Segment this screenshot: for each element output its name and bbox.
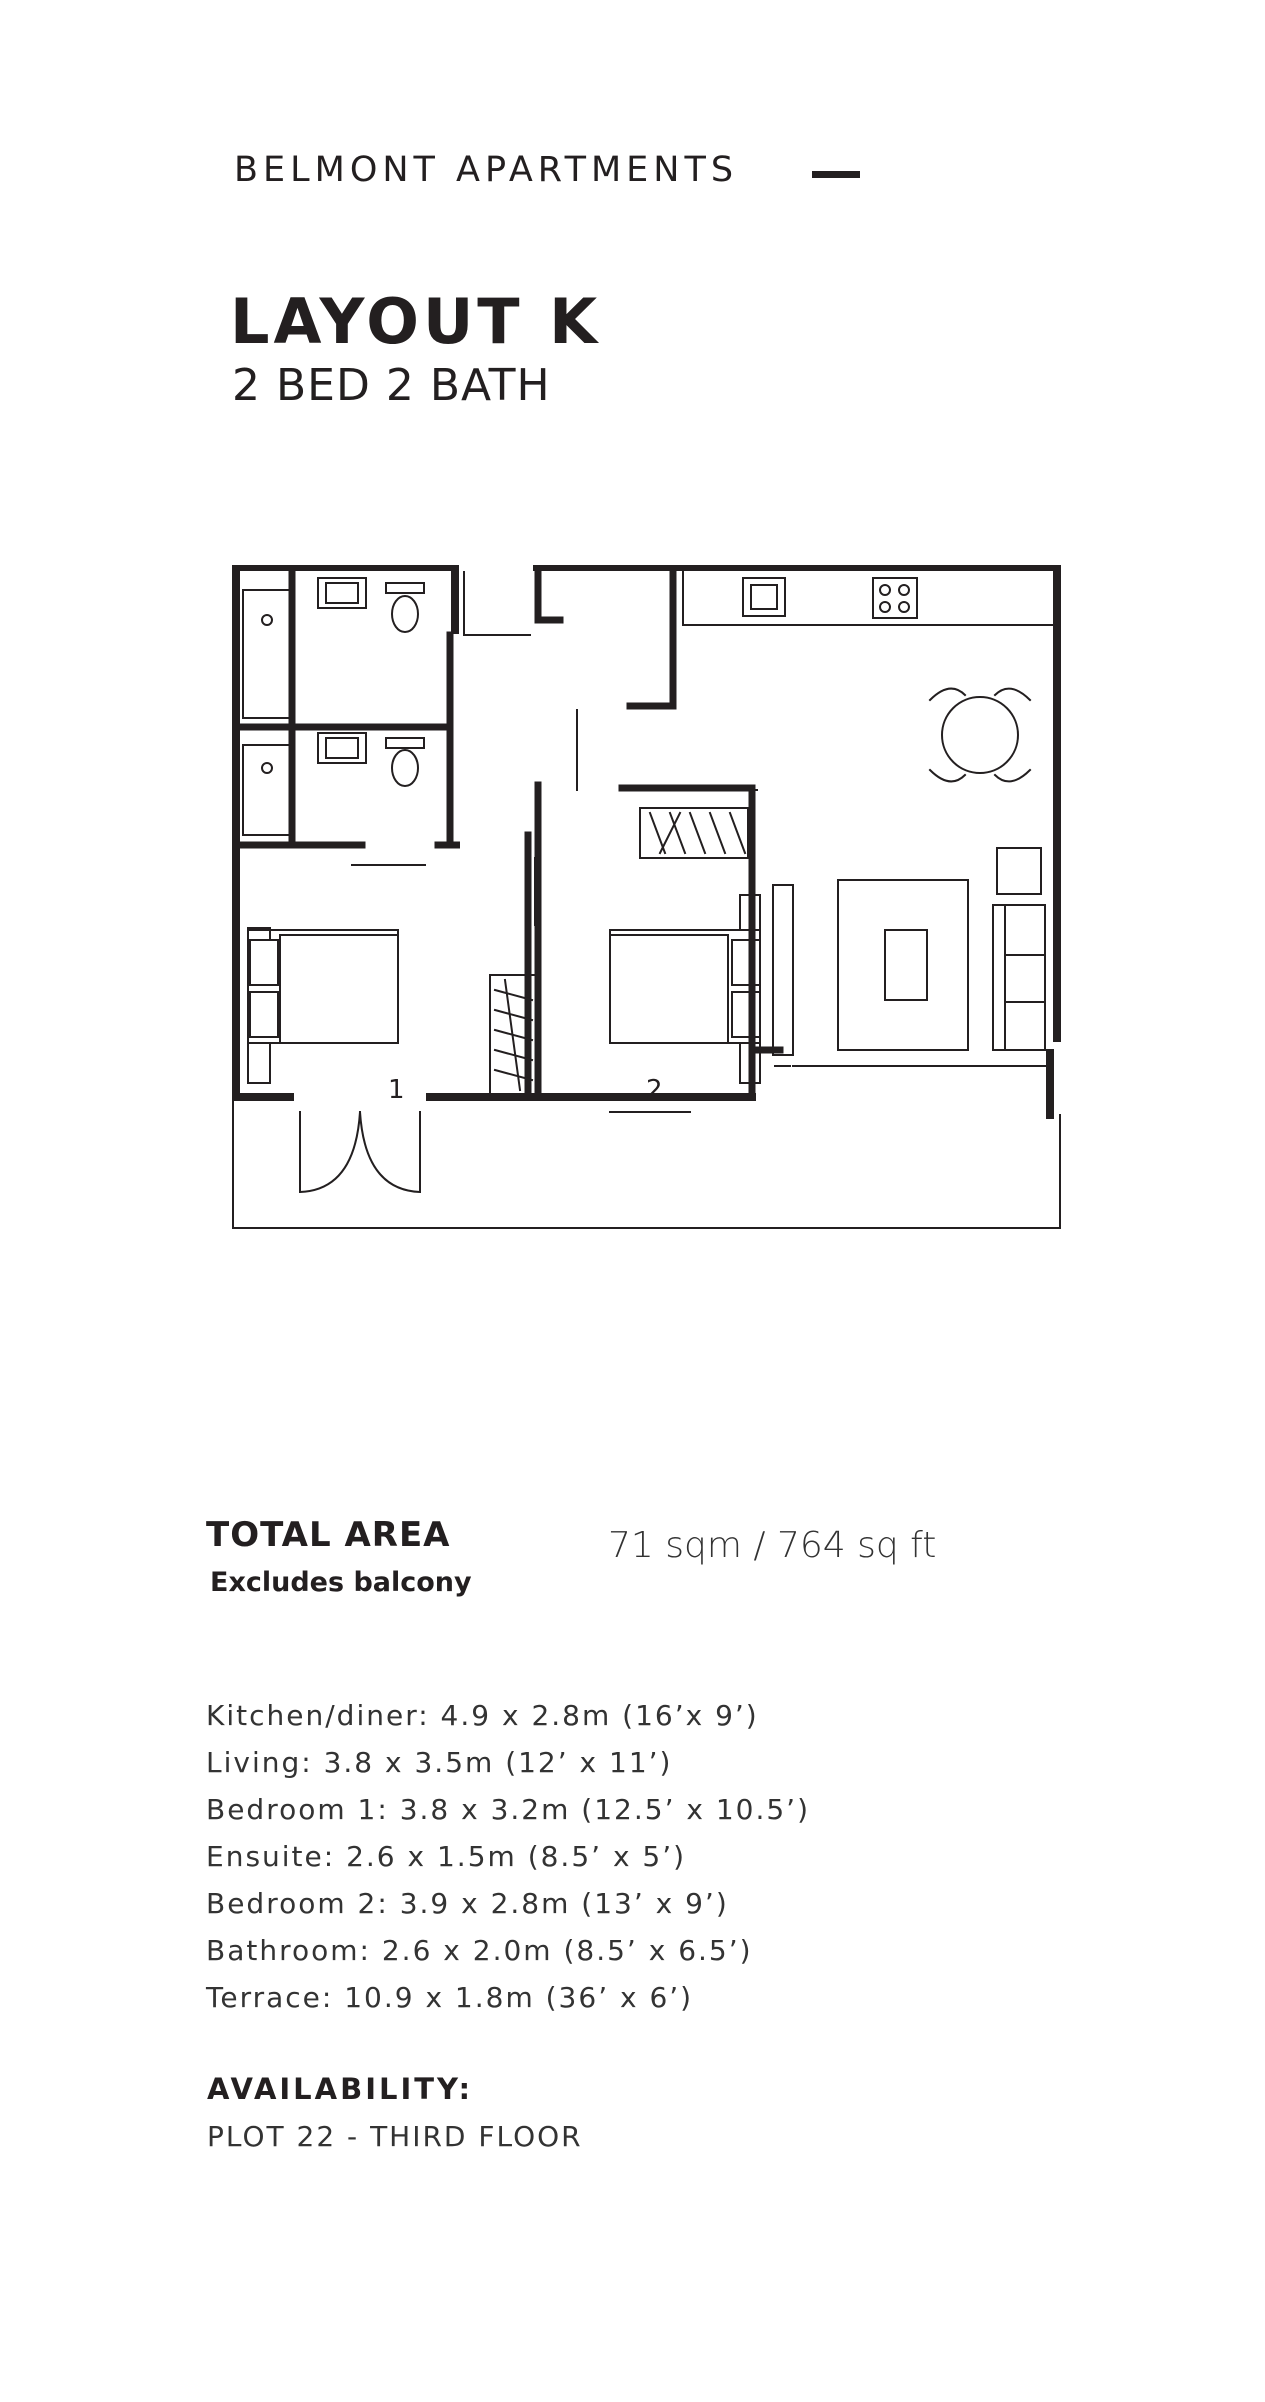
interior-walls	[236, 567, 780, 1097]
total-area-note: Excludes balcony	[210, 1567, 472, 1598]
room-dimension-item: Ensuite: 2.6 x 1.5m (8.5’ x 5’)	[206, 1840, 687, 1873]
room-dimension-item: Terrace: 10.9 x 1.8m (36’ x 6’)	[206, 1981, 694, 2014]
room-dimension-item: Kitchen/diner: 4.9 x 2.8m (16’x 9’)	[206, 1699, 759, 1732]
room-dimension-item: Living: 3.8 x 3.5m (12’ x 11’)	[206, 1746, 673, 1779]
terrace-outline	[233, 1097, 1060, 1228]
brand-dash-divider	[812, 171, 860, 178]
room-dimension-item: Bathroom: 2.6 x 2.0m (8.5’ x 6.5’)	[206, 1934, 753, 1967]
layout-subtitle: 2 BED 2 BATH	[232, 360, 551, 411]
total-area-label: TOTAL AREA	[206, 1515, 451, 1555]
layout-title: LAYOUT K	[230, 285, 602, 358]
availability-label: AVAILABILITY:	[207, 2072, 474, 2106]
outer-walls	[236, 567, 1057, 1115]
brand-name: BELMONT APARTMENTS	[234, 150, 739, 190]
room-dimensions-list	[206, 1692, 810, 2021]
floor-plan	[228, 565, 1078, 1255]
room-label-bedroom-1: 1	[388, 1075, 405, 1105]
room-dimension-item: Bedroom 1: 3.8 x 3.2m (12.5’ x 10.5’)	[206, 1793, 811, 1826]
room-label-bedroom-2: 2	[646, 1075, 663, 1105]
availability-value: PLOT 22 - THIRD FLOOR	[207, 2120, 583, 2153]
total-area-value: 71 sqm / 764 sq ft	[608, 1525, 937, 1566]
room-dimension-item: Bedroom 2: 3.9 x 2.8m (13’ x 9’)	[206, 1887, 729, 1920]
